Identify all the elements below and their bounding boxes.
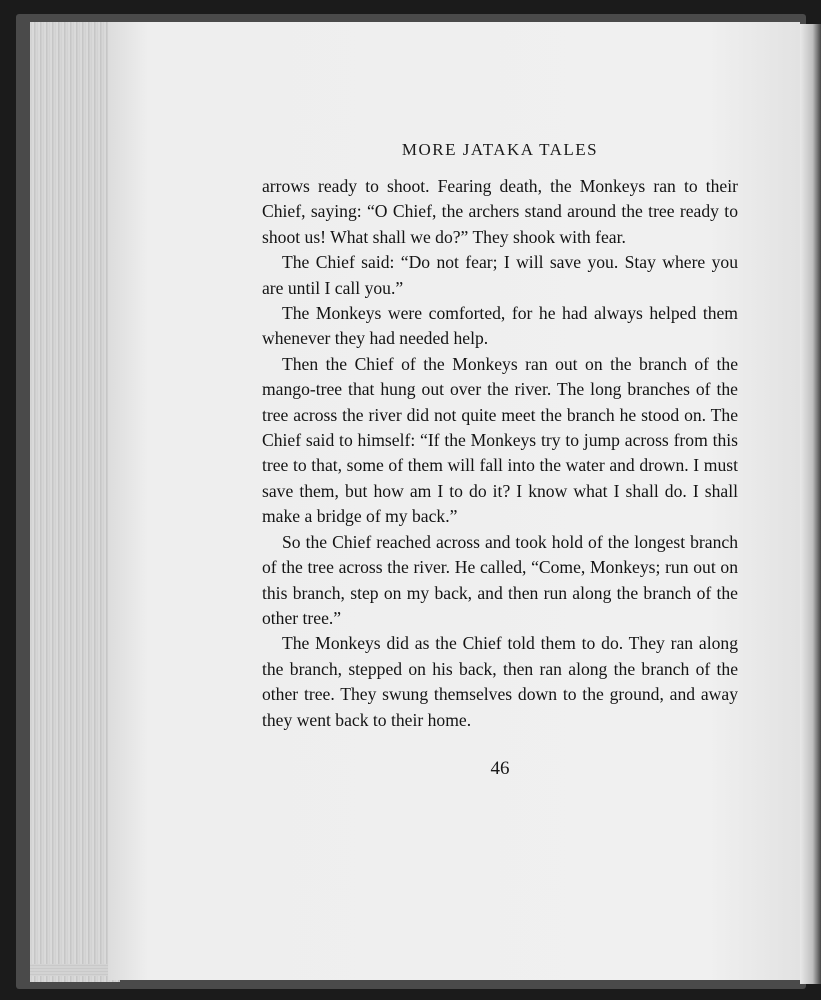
- running-head: MORE JATAKA TALES: [401, 140, 599, 159]
- paragraph: The Chief said: “Do not fear; I will save you. Stay where you are until I call you.”: [262, 252, 738, 298]
- paragraph: The Monkeys did as the Chief told them to do. They ran along the branch, stepped on his back, then ran along the branch of the other tree. They swung themselves down to the ground, and away they went back to their home.: [262, 633, 738, 730]
- page-edges-left: [30, 22, 120, 982]
- page-number: 46: [490, 758, 510, 779]
- page-edge-right: [800, 24, 821, 984]
- body-text: [262, 174, 738, 733]
- paragraph: The Monkeys were comforted, for he had always helped them whenever they had needed help.: [262, 303, 738, 349]
- paragraph: arrows ready to shoot. Fearing death, the Monkeys ran to their Chief, saying: “O Chief, the archers stand around the tree ready to shoot us! What shall we do?” They shook with fear.: [262, 176, 738, 247]
- paragraph: Then the Chief of the Monkeys ran out on the branch of the mango-tree that hung out over the river. The long branches of the tree across the river did not quite meet the branch he stood on. The Chief said to himself: “If the Monkeys try to jump across from this tree to that, some of them will fall into the water and drown. I must save them, but how am I to do it? I know what I shall do. I shall make a bridge of my back.”: [262, 353, 738, 527]
- paragraph: So the Chief reached across and took hold of the longest branch of the tree across the river. He called, “Come, Monkeys; run out on this branch, step on my back, and then run along the branch of the other tree.”: [262, 531, 738, 628]
